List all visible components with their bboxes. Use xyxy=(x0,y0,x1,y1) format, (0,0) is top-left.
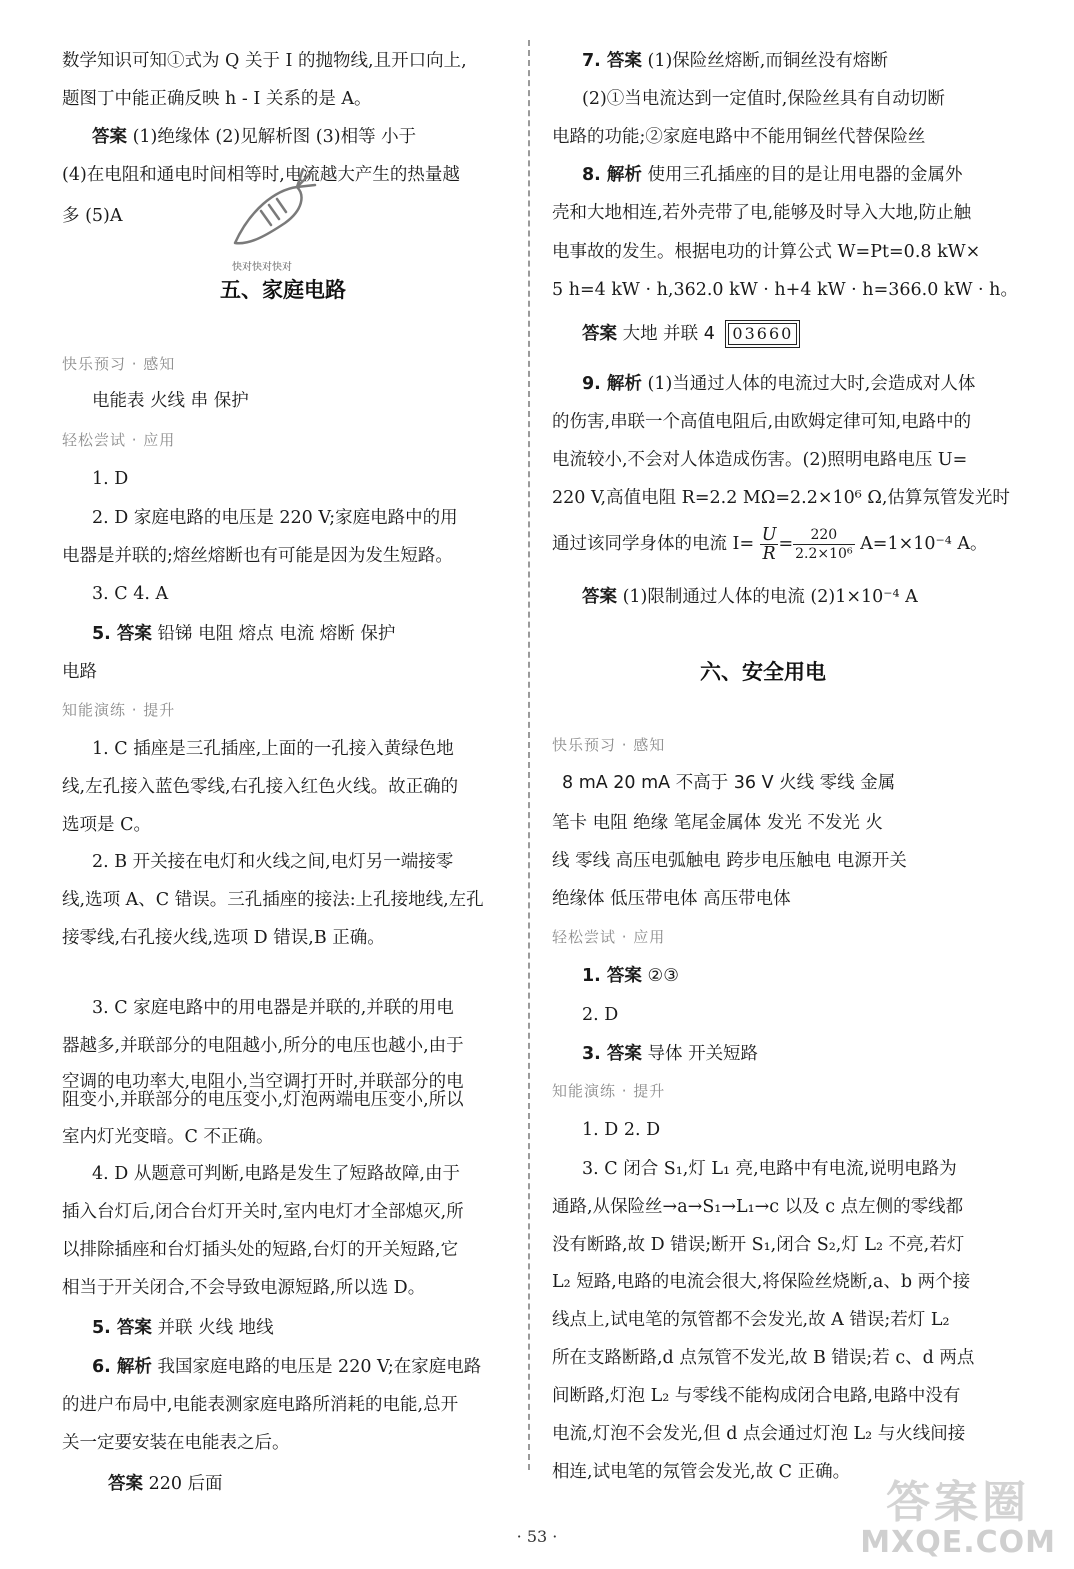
text-line: 数学知识可知①式为 Q 关于 I 的抛物线,且开口向上, xyxy=(62,51,467,71)
text-line: 线点上,试电笔的氖管都不会发光,故 A 错误;若灯 L₂ xyxy=(552,1310,950,1330)
try-2: 2. D xyxy=(582,1005,619,1025)
answer-text: 铅锑 电阻 熔点 电流 熔断 保护 xyxy=(157,624,396,644)
answer-text: ②③ xyxy=(647,966,679,986)
answer-text: 导体 开关短路 xyxy=(647,1044,759,1064)
answer-label: 7. 答案 xyxy=(582,51,642,71)
text-line: 关一定要安装在电能表之后。 xyxy=(62,1433,290,1453)
text-line: 器越多,并联部分的电阻越小,所分的电压也越小,由于 xyxy=(62,1036,464,1056)
question-3-4: 3. C 4. A xyxy=(92,584,169,604)
carrot-watermark-icon xyxy=(215,165,325,265)
text-line: 电器是并联的;熔丝熔断也有可能是因为发生短路。 xyxy=(62,546,453,566)
analysis-text: (1)当通过人体的电流过大时,会造成对人体 xyxy=(647,374,976,394)
text-line: 线,选项 A、C 错误。三孔插座的接法:上孔接地线,左孔 xyxy=(62,890,484,910)
section-label-drill: 知能演练 · 提升 xyxy=(62,701,176,719)
answer-label: 1. 答案 xyxy=(582,966,642,986)
answer-text: (1)限制通过人体的电流 (2)1×10⁻⁴ A xyxy=(622,587,918,607)
question-7 xyxy=(582,49,888,73)
fraction-numerator: 220 xyxy=(793,526,854,545)
answer-label: 答案 xyxy=(108,1474,143,1494)
formula-line: 通过该同学身体的电流 I= $\frac{U}{R}$ = $\frac{220}{\text{2.2×10⁶}}$ A=1×10⁻⁴ A。 xyxy=(552,525,988,564)
analysis-text: 我国家庭电路的电压是 220 V;在家庭电路 xyxy=(157,1357,482,1377)
section-label-preview: 快乐预习 · 感知 xyxy=(62,355,176,373)
text-line: 线,左孔接入蓝色零线,右孔接入红色火线。故正确的 xyxy=(62,777,459,797)
analysis-label: 8. 解析 xyxy=(582,165,642,185)
text-line: 所在支路断路,d 点氖管不发光,故 B 错误;若 c、d 两点 xyxy=(552,1348,975,1368)
section-title-5: 五、家庭电路 xyxy=(220,278,346,302)
answer-text: 大地 并联 4 xyxy=(622,324,715,344)
analysis-label: 6. 解析 xyxy=(92,1357,152,1377)
preview-answers: 笔卡 电阻 绝缘 笔尾金属体 发光 不发光 火 xyxy=(552,813,883,833)
answer-text: (1)绝缘体 (2)见解析图 (3)相等 小于 xyxy=(132,127,417,147)
section-label-try: 轻松尝试 · 应用 xyxy=(552,928,666,946)
drill-1-2: 1. D 2. D xyxy=(582,1120,661,1140)
analysis-label: 9. 解析 xyxy=(582,374,642,394)
text-line: 选项是 C。 xyxy=(62,815,151,835)
answer-text: 220 后面 xyxy=(148,1474,223,1494)
question-8-answer xyxy=(582,322,797,346)
text-line: 电路 xyxy=(62,662,97,682)
page-number: · 53 · xyxy=(516,1527,558,1546)
text-line: 相当于开关闭合,不会导致电源短路,所以选 D。 xyxy=(62,1278,426,1298)
try-3 xyxy=(582,1042,758,1066)
text-line: 220 V,高值电阻 R=2.2 MΩ=2.2×10⁶ Ω,估算氖管发光时 xyxy=(552,488,1010,508)
fraction-denominator: R xyxy=(762,544,776,564)
drill-4: 4. D 从题意可判断,电路是发生了短路故障,由于 xyxy=(92,1164,460,1184)
text-line: 间断路,灯泡 L₂ 与零线不能构成闭合电路,电路中没有 xyxy=(552,1386,961,1406)
drill-3: 3. C 家庭电路中的用电器是并联的,并联的用电 xyxy=(92,998,454,1018)
corner-watermark xyxy=(860,1479,1056,1559)
text-line: L₂ 短路,电路的电流会很大,将保险丝烧断,a、b 两个接 xyxy=(552,1272,971,1292)
question-9-answer xyxy=(582,585,918,609)
column-divider xyxy=(528,40,530,1470)
preview-answers: 线 零线 高压电弧触电 跨步电压触电 电源开关 xyxy=(552,851,907,871)
answer-text: 并联 火线 地线 xyxy=(157,1318,274,1338)
answer-label: 答案 xyxy=(92,127,127,147)
drill-5 xyxy=(92,1316,274,1340)
text-line: 电路的功能;②家庭电路中不能用铜丝代替保险丝 xyxy=(552,127,926,147)
watermark-url: MXQE.COM xyxy=(860,1525,1056,1560)
text-line: (4)在电阻和通电时间相等时,电流越大产生的热量越 xyxy=(62,165,460,185)
preview-answers: 电能表 火线 串 保护 xyxy=(92,391,249,411)
answer-line xyxy=(92,125,416,149)
drill-2: 2. B 开关接在电灯和火线之间,电灯另一端接零 xyxy=(92,852,454,872)
answer-text: (1)保险丝熔断,而铜丝没有熔断 xyxy=(647,51,888,71)
fraction-values xyxy=(793,526,854,563)
question-2: 2. D 家庭电路的电压是 220 V;家庭电路中的用 xyxy=(92,508,458,528)
drill-6 xyxy=(92,1355,481,1379)
formula-prefix: 通过该同学身体的电流 I= xyxy=(552,534,755,554)
question-5 xyxy=(92,622,395,646)
question-8 xyxy=(582,163,963,187)
try-1 xyxy=(582,964,679,988)
fraction-denominator: 2.2×10⁶ xyxy=(795,546,853,562)
formula-suffix: A=1×10⁻⁴ A。 xyxy=(860,534,988,554)
text-line: 题图丁中能正确反映 h - I 关系的是 A。 xyxy=(62,89,372,109)
text-line: 壳和大地相连,若外壳带了电,能够及时导入大地,防止触 xyxy=(552,203,972,223)
section-title-6: 六、安全用电 xyxy=(700,660,826,684)
drill-1: 1. C 插座是三孔插座,上面的一孔接入黄绿色地 xyxy=(92,739,454,759)
text-line: 空调的电功率大,电阻小,当空调打开时,并联部分的电 xyxy=(62,1072,464,1092)
text-line: 接零线,右孔接火线,选项 D 错误,B 正确。 xyxy=(62,928,385,948)
answer-label: 答案 xyxy=(582,587,617,607)
meter-reading-box: 03660 xyxy=(728,323,797,345)
text-line: 电事故的发生。根据电功的计算公式 W=Pt=0.8 kW× xyxy=(552,242,981,262)
preview-answers: 8 mA 20 mA 不高于 36 V 火线 零线 金属 xyxy=(562,773,896,793)
text-line: (2)①当电流达到一定值时,保险丝具有自动切断 xyxy=(582,89,945,109)
text-line: 阻变小,并联部分的电压变小,灯泡两端电压变小,所以 xyxy=(62,1090,464,1110)
answer-label: 答案 xyxy=(582,324,617,344)
question-1: 1. D xyxy=(92,469,129,489)
text-line: 的进户布局中,电能表测家庭电路所消耗的电能,总开 xyxy=(62,1395,459,1415)
text-line: 电流,灯泡不会发光,但 d 点会通过灯泡 L₂ 与火线间接 xyxy=(552,1424,966,1444)
text-line: 没有断路,故 D 错误;断开 S₁,闭合 S₂,灯 L₂ 不亮,若灯 xyxy=(552,1235,965,1255)
text-line: 通路,从保险丝→a→S₁→L₁→c 以及 c 点左侧的零线都 xyxy=(552,1197,964,1217)
text-line: 电流较小,不会对人体造成伤害。(2)照明电路电压 U= xyxy=(552,450,968,470)
section-label-try: 轻松尝试 · 应用 xyxy=(62,431,176,449)
fraction-ur xyxy=(760,526,779,563)
text-line: 的伤害,串联一个高值电阻后,由欧姆定律可知,电路中的 xyxy=(552,412,972,432)
text-line: 插入台灯后,闭合台灯开关时,室内电灯才全部熄灭,所 xyxy=(62,1202,464,1222)
watermark-text: 快对快对快对 xyxy=(232,262,292,273)
watermark-brand: 答案圈 xyxy=(886,1477,1031,1528)
analysis-text: 使用三孔插座的目的是让用电器的金属外 xyxy=(647,165,963,185)
answer-label: 5. 答案 xyxy=(92,624,152,644)
drill-3: 3. C 闭合 S₁,灯 L₁ 亮,电路中有电流,说明电路为 xyxy=(582,1159,957,1179)
answer-label: 3. 答案 xyxy=(582,1044,642,1064)
text-line: 多 (5)A xyxy=(62,206,123,226)
text-line: 室内灯光变暗。C 不正确。 xyxy=(62,1127,274,1147)
text-line: 相连,试电笔的氖管会发光,故 C 正确。 xyxy=(552,1462,851,1482)
section-label-preview: 快乐预习 · 感知 xyxy=(552,736,666,754)
text-line: 以排除插座和台灯插头处的短路,台灯的开关短路,它 xyxy=(62,1240,459,1260)
text-line: 5 h=4 kW · h,362.0 kW · h+4 kW · h=366.0 kW · h。 xyxy=(552,280,1018,300)
fraction-numerator: U xyxy=(761,525,777,545)
preview-answers: 绝缘体 低压带电体 高压带电体 xyxy=(552,889,791,909)
answer-label: 5. 答案 xyxy=(92,1318,152,1338)
question-9 xyxy=(582,372,975,396)
drill-6-answer xyxy=(108,1472,223,1496)
section-label-drill: 知能演练 · 提升 xyxy=(552,1082,666,1100)
